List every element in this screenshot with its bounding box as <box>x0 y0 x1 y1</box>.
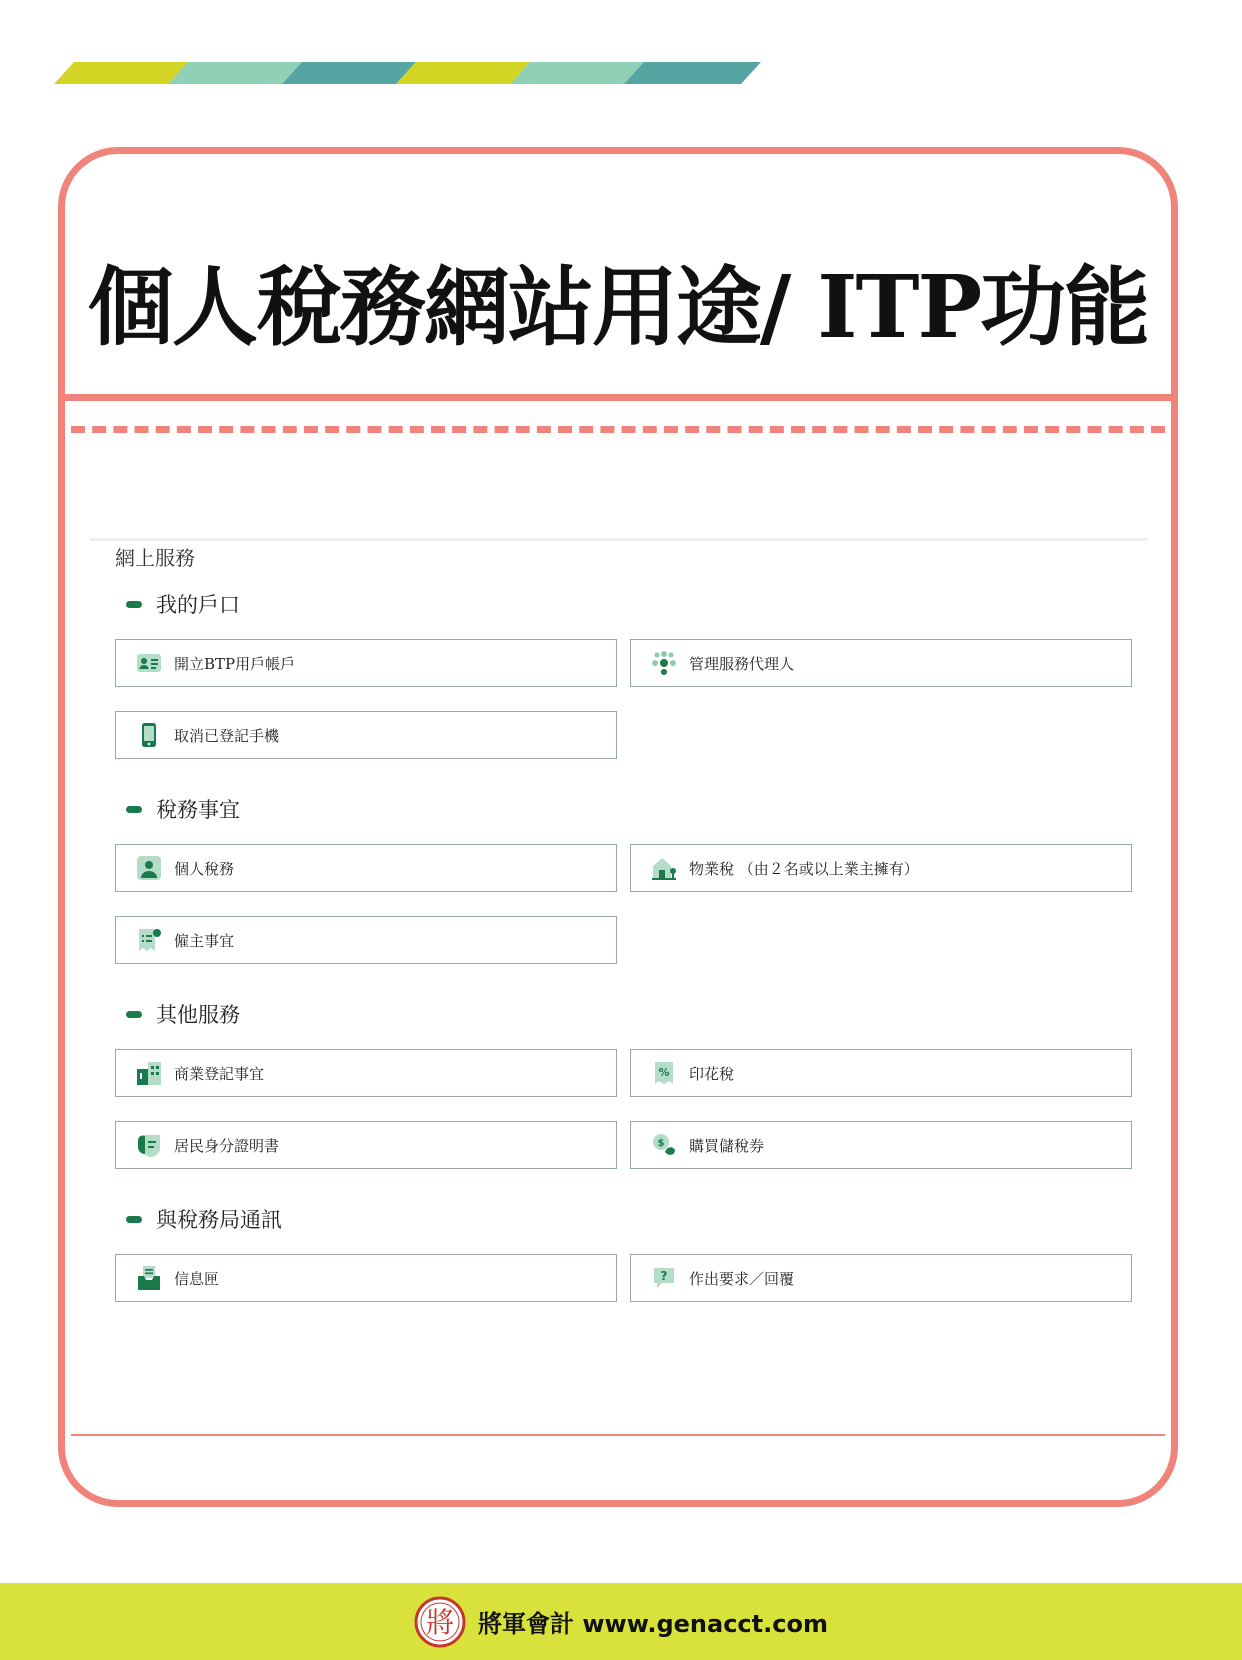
employer-list-icon <box>136 927 162 953</box>
group-header-other-services <box>126 999 240 1029</box>
main-card <box>58 147 1178 1507</box>
svg-text:將: 將 <box>426 1605 455 1639</box>
service-label: 購買儲稅券 <box>689 1136 765 1155</box>
service-label: 商業登記事宜 <box>174 1064 265 1083</box>
tax-reserve-certificate-icon <box>651 1132 677 1158</box>
service-manage-agents[interactable] <box>630 639 1132 687</box>
person-icon <box>136 855 162 881</box>
service-label: 信息匣 <box>174 1269 220 1288</box>
group-label: 我的戶口 <box>156 593 240 617</box>
dash-marker <box>126 1216 142 1223</box>
group-header-tax-matters <box>126 794 240 824</box>
service-cancel-registered-mobile[interactable] <box>115 711 617 759</box>
service-request-reply[interactable] <box>630 1254 1132 1302</box>
agents-icon <box>651 650 677 676</box>
service-open-btp-account[interactable] <box>115 639 617 687</box>
message-box-icon <box>136 1265 162 1291</box>
footer-bar <box>0 1583 1242 1660</box>
mobile-phone-icon <box>136 722 162 748</box>
service-employer-matters[interactable] <box>115 916 617 964</box>
service-message-box[interactable] <box>115 1254 617 1302</box>
card-divider <box>65 394 1171 401</box>
service-label: 管理服務代理人 <box>689 654 795 673</box>
card-dashed-divider <box>71 426 1165 433</box>
page-title: 個人稅務網站用途/ ITP功能 <box>87 257 1149 358</box>
service-label: 印花稅 <box>689 1064 735 1083</box>
section-title: 網上服務 <box>115 546 195 570</box>
service-business-registration[interactable] <box>115 1049 617 1097</box>
dash-marker <box>126 806 142 813</box>
svg-text:%: % <box>658 1066 670 1079</box>
group-label: 稅務事宜 <box>156 798 240 822</box>
service-individual-tax[interactable] <box>115 844 617 892</box>
group-header-my-account <box>126 589 240 619</box>
group-label: 其他服務 <box>156 1003 240 1027</box>
group-header-communication <box>126 1204 282 1234</box>
service-stamp-duty[interactable] <box>630 1049 1132 1097</box>
dash-marker <box>126 1011 142 1018</box>
service-label: 個人稅務 <box>174 859 235 878</box>
service-property-tax[interactable] <box>630 844 1132 892</box>
footer-company-text: 將軍會計 www.genacct.com <box>478 1610 828 1638</box>
question-bubble-icon <box>651 1265 677 1291</box>
company-logo-seal <box>414 1596 466 1648</box>
service-label: 作出要求／回覆 <box>689 1269 795 1288</box>
service-tax-reserve-certificates[interactable] <box>630 1121 1132 1169</box>
service-residence-certificate[interactable] <box>115 1121 617 1169</box>
svg-text:?: ? <box>660 1269 668 1283</box>
certificate-icon <box>136 1132 162 1158</box>
svg-text:$: $ <box>657 1138 665 1149</box>
service-label: 開立BTP用戶帳戶 <box>174 654 296 673</box>
stamp-duty-icon <box>651 1060 677 1086</box>
group-label: 與稅務局通訊 <box>156 1208 282 1232</box>
property-icon <box>651 855 677 881</box>
service-label: 僱主事宜 <box>174 931 235 950</box>
dash-marker <box>126 601 142 608</box>
decorative-stripe-bar <box>54 62 761 84</box>
card-bottom-line <box>71 1434 1165 1436</box>
service-label: 居民身分證明書 <box>174 1136 280 1155</box>
id-card-icon <box>136 650 162 676</box>
panel-top-border <box>90 538 1148 541</box>
business-registration-icon <box>136 1060 162 1086</box>
service-label: 取消已登記手機 <box>174 726 280 745</box>
service-label: 物業稅 （由２名或以上業主擁有） <box>689 859 919 878</box>
